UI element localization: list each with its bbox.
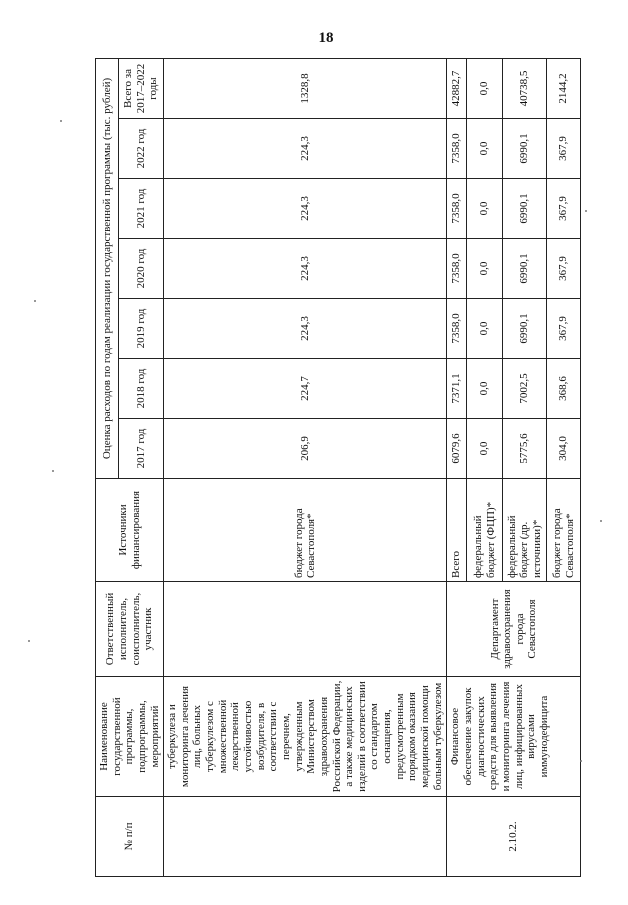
cell-value: 367,9	[547, 299, 581, 359]
cell-value: 367,9	[547, 119, 581, 179]
cell-source: бюджет города Севастополя*	[547, 479, 581, 582]
cell-value: 224,3	[164, 119, 447, 179]
cell-source: федеральный бюджет (др. источники)*	[503, 479, 547, 582]
header-year-2019: 2019 год	[118, 299, 163, 359]
cell-value: 6990,1	[503, 119, 547, 179]
cell-value: 5775,6	[503, 419, 547, 479]
cell-value: 7358,0	[447, 119, 467, 179]
header-year-2022: 2022 год	[118, 119, 163, 179]
header-responsible: Ответственный исполнитель, соисполнитель, участник	[96, 582, 164, 677]
header-num: № п/п	[96, 797, 164, 877]
header-source: Источники финансирования	[96, 479, 164, 582]
cell-num: 2.10.2.	[447, 797, 581, 877]
budget-table	[95, 58, 581, 877]
cell-value: 40738,5	[503, 59, 547, 119]
header-total: Всего за 2017–2022 годы	[118, 59, 163, 119]
cell-responsible	[164, 582, 447, 677]
cell-value: 224,3	[164, 299, 447, 359]
cell-value: 6990,1	[503, 179, 547, 239]
cell-value: 367,9	[547, 239, 581, 299]
cell-value: 7358,0	[447, 299, 467, 359]
cell-responsible: Департамент здравоохранения города Севастополя	[447, 582, 581, 677]
cell-value: 224,3	[164, 239, 447, 299]
cell-value: 0,0	[467, 419, 503, 479]
cell-value: 2144,2	[547, 59, 581, 119]
cell-value: 0,0	[467, 359, 503, 419]
scan-speck	[34, 300, 36, 302]
cell-source: Всего	[447, 479, 467, 582]
cell-num	[164, 797, 447, 877]
cell-value: 6990,1	[503, 239, 547, 299]
cell-value: 0,0	[467, 119, 503, 179]
table-row	[164, 59, 447, 877]
cell-name: Финансовое обеспечение закупок диагностических средств для выявления и мониторинга лечения лиц, инфицированных вирусами иммунодефицита	[447, 677, 581, 797]
cell-value: 304,0	[547, 419, 581, 479]
header-year-2018: 2018 год	[118, 359, 163, 419]
cell-value: 6990,1	[503, 299, 547, 359]
cell-name: туберкулеза и мониторинга лечения лиц, больных туберкулезом с множественной лекарственной устойчивостью возбудителя, в соответствии с перечнем, утвержденным Министерством здравоохранения Российской Федерации, а также медицинских изделий в соответствии со стандартом оснащения, предусмотренным порядком оказания медицинской помощи больным туберкулезом	[164, 677, 447, 797]
header-year-2020: 2020 год	[118, 239, 163, 299]
scan-speck	[580, 760, 582, 762]
cell-value: 1328,8	[164, 59, 447, 119]
table-row	[447, 59, 467, 877]
cell-value: 368,6	[547, 359, 581, 419]
header-expenses-group: Оценка расходов по годам реализации государственной программы (тыс. рублей)	[96, 59, 119, 479]
cell-value: 0,0	[467, 59, 503, 119]
cell-value: 0,0	[467, 239, 503, 299]
cell-value: 6079,6	[447, 419, 467, 479]
cell-value: 206,9	[164, 419, 447, 479]
cell-value: 224,3	[164, 179, 447, 239]
header-year-2017: 2017 год	[118, 419, 163, 479]
cell-value: 7358,0	[447, 239, 467, 299]
scan-speck	[28, 640, 30, 642]
scan-speck	[600, 520, 602, 522]
cell-value: 0,0	[467, 179, 503, 239]
cell-value: 7371,1	[447, 359, 467, 419]
page-number: 18	[318, 30, 334, 46]
header-year-2021: 2021 год	[118, 179, 163, 239]
cell-value: 224,7	[164, 359, 447, 419]
cell-source: бюджет города Севастополя*	[164, 479, 447, 582]
cell-value: 367,9	[547, 179, 581, 239]
scan-speck	[52, 470, 54, 472]
cell-value: 0,0	[467, 299, 503, 359]
header-name: Наименование государственной программы, подпрограммы, мероприятий	[96, 677, 164, 797]
scan-speck	[585, 210, 587, 212]
landscape-table-wrapper	[95, 59, 576, 877]
cell-value: 7358,0	[447, 179, 467, 239]
cell-value: 7002,5	[503, 359, 547, 419]
scan-speck	[60, 120, 62, 122]
cell-source: федеральный бюджет (ФЦП)*	[467, 479, 503, 582]
cell-value: 42882,7	[447, 59, 467, 119]
